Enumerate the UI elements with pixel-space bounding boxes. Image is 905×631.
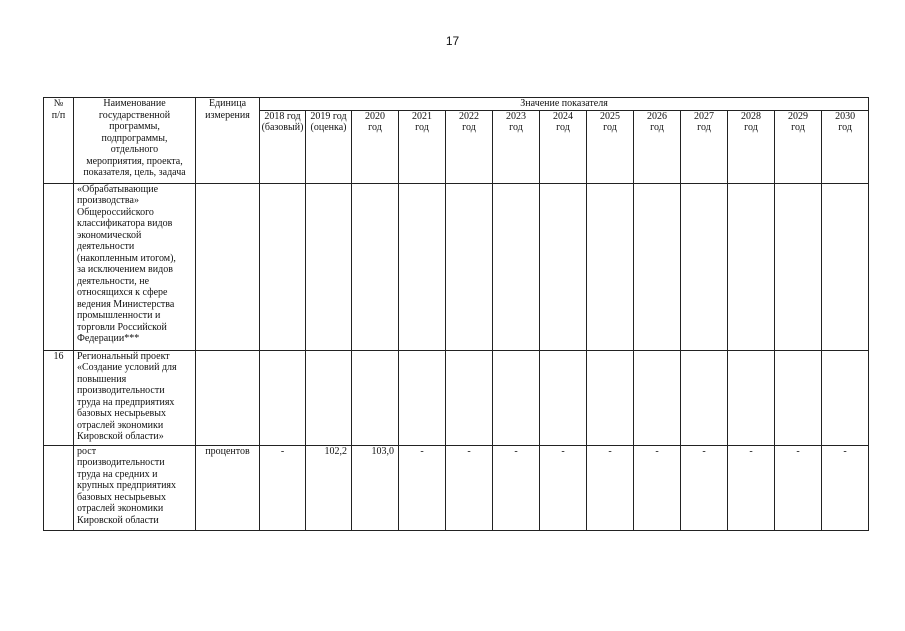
row-value <box>587 350 634 445</box>
row-value <box>775 350 822 445</box>
row-value <box>822 350 869 445</box>
table-row <box>44 183 869 350</box>
row-value <box>587 183 634 350</box>
row-name-text: «Обрабатывающие производства» Общероссийского классификатора видов экономической деятельности (накопленным итогом), за исключением видов деятельности, не относящихся к сфере ведения Министерства промышленности и торговли Российской Федерации*** <box>77 183 176 344</box>
header-year <box>306 110 352 183</box>
header-year <box>822 110 869 183</box>
row-value <box>728 183 775 350</box>
row-value: 102,2 <box>306 445 352 530</box>
row-value <box>306 350 352 445</box>
row-value <box>306 183 352 350</box>
header-year-text: 2024 год <box>553 110 573 133</box>
table-row <box>44 350 869 445</box>
page-number: 17 <box>445 34 460 48</box>
header-name <box>74 98 196 184</box>
header-num-text: № п/п <box>51 98 66 121</box>
header-year-text: 2023 год <box>506 110 526 133</box>
row-value <box>260 183 306 350</box>
row-value: - <box>260 445 306 530</box>
header-year <box>446 110 493 183</box>
header-num <box>44 98 74 184</box>
header-year <box>634 110 681 183</box>
header-year-text: 2019 год (оценка) <box>310 110 347 133</box>
row-value <box>352 183 399 350</box>
header-unit <box>196 98 260 184</box>
header-year-text: 2029 год <box>788 110 808 133</box>
row-name <box>74 350 196 445</box>
header-year-text: 2020 год <box>365 110 385 133</box>
row-value: - <box>822 445 869 530</box>
header-year <box>493 110 540 183</box>
row-num: 16 <box>44 350 74 445</box>
header-year-text: 2028 год <box>741 110 761 133</box>
header-year-text: 2018 год (базовый) <box>261 110 304 133</box>
row-value: - <box>540 445 587 530</box>
row-unit: процентов <box>196 445 260 530</box>
row-value: - <box>446 445 493 530</box>
row-value <box>446 183 493 350</box>
row-name <box>74 445 196 530</box>
header-year-text: 2027 год <box>694 110 714 133</box>
row-value <box>493 350 540 445</box>
header-year <box>352 110 399 183</box>
header-year-text: 2021 год <box>412 110 432 133</box>
row-name <box>74 183 196 350</box>
header-row-1 <box>44 98 869 111</box>
row-value <box>681 350 728 445</box>
header-name-text: Наименование государственной программы, подпрограммы, отдельного мероприятия, проекта, показателя, цель, задача <box>83 98 186 178</box>
row-value: - <box>399 445 446 530</box>
header-year <box>540 110 587 183</box>
row-value <box>399 350 446 445</box>
row-num <box>44 183 74 350</box>
row-value <box>352 350 399 445</box>
row-value <box>446 350 493 445</box>
row-value <box>775 183 822 350</box>
row-value: - <box>728 445 775 530</box>
row-value: - <box>775 445 822 530</box>
header-year-text: 2026 год <box>647 110 667 133</box>
header-year <box>775 110 822 183</box>
row-value <box>822 183 869 350</box>
header-year-text: 2030 год <box>835 110 856 133</box>
header-year-text: 2025 год <box>600 110 620 133</box>
row-value: - <box>634 445 681 530</box>
row-num <box>44 445 74 530</box>
row-value <box>260 350 306 445</box>
header-year <box>728 110 775 183</box>
header-year-text: 2022 год <box>459 110 479 133</box>
row-unit <box>196 183 260 350</box>
row-name-text: рост производительности труда на средних и крупных предприятиях базовых несырьевых отраслей экономики Кировской области <box>77 445 177 526</box>
header-year <box>399 110 446 183</box>
header-unit-text: Единица измерения <box>205 98 250 121</box>
table-row <box>44 445 869 530</box>
row-name-text: Региональный проект «Создание условий для повышения производительности труда на предприятиях базовых несырьевых отраслей экономики Кировской области» <box>77 350 177 442</box>
row-value <box>681 183 728 350</box>
row-value: - <box>587 445 634 530</box>
row-value <box>399 183 446 350</box>
row-value <box>493 183 540 350</box>
header-year <box>587 110 634 183</box>
header-year <box>681 110 728 183</box>
row-value <box>540 350 587 445</box>
indicators-table <box>43 97 869 531</box>
row-value <box>634 183 681 350</box>
header-values-group: Значение показателя <box>260 98 869 111</box>
row-unit <box>196 350 260 445</box>
row-value <box>634 350 681 445</box>
row-value: - <box>493 445 540 530</box>
row-value: 103,0 <box>352 445 399 530</box>
header-year <box>260 110 306 183</box>
row-value: - <box>681 445 728 530</box>
row-value <box>728 350 775 445</box>
row-value <box>540 183 587 350</box>
